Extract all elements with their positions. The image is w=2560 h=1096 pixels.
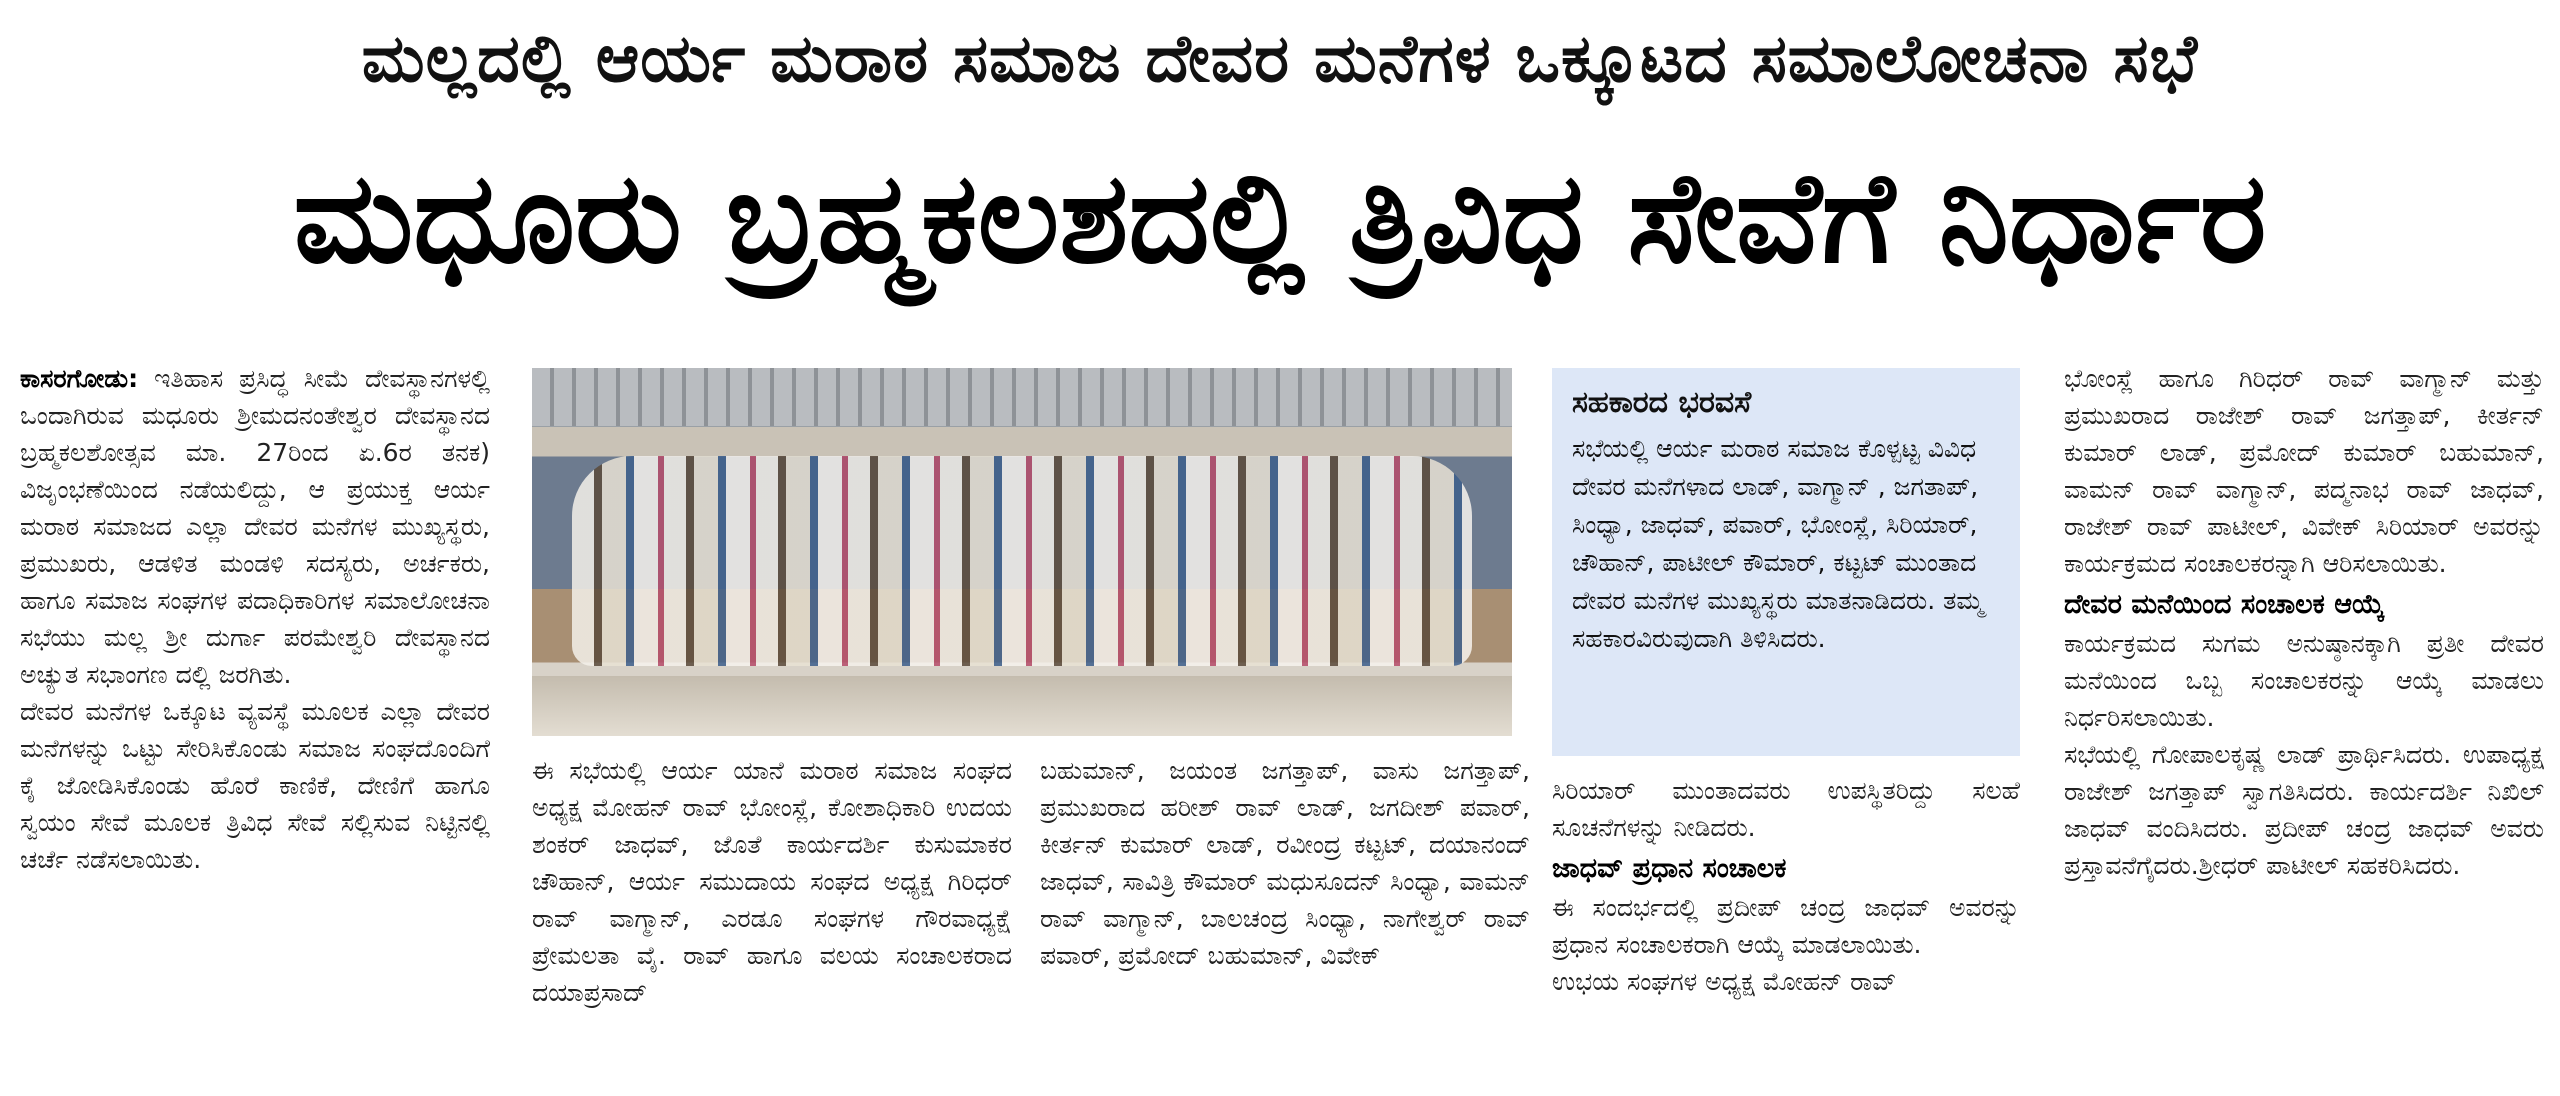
sidebar-box-title: ಸಹಕಾರದ ಭರವಸೆ (1572, 385, 1752, 420)
paragraph: ದೇವರ ಮನೆಗಳ ಒಕ್ಕೂಟ ವ್ಯವಸ್ಥೆ ಮೂಲಕ ಎಲ್ಲಾ ದೇವರ ಮನೆಗಳನ್ನು ಒಟ್ಟು ಸೇರಿಸಿಕೊಂಡು ಸಮಾಜ ಸಂಘದೊಂದಿಗೆ ಕೈ ಜೋಡಿಸಿಕೊಂಡು ಹೊರೆ ಕಾಣಿಕೆ, ದೇಣಿಗೆ ಹಾಗೂ ಸ್ವಯಂ ಸೇವೆ ಮೂಲಕ ತ್ರಿವಿಧ ಸೇವೆ ಸಲ್ಲಿಸುವ ನಿಟ್ಟಿನಲ್ಲಿ ಚರ್ಚೆ ನಡೆಸಲಾಯಿತು. (20, 697, 490, 874)
photo-roof (532, 368, 1512, 426)
sidebar-box (1552, 368, 2020, 756)
paragraph: ಈ ಸಭೆಯಲ್ಲಿ ಆರ್ಯ ಯಾನೆ ಮರಾಠ ಸಮಾಜ ಸಂಘದ ಅಧ್ಯಕ್ಷ ಮೋಹನ್ ರಾವ್ ಭೋಂಸ್ಲೆ, ಕೋಶಾಧಿಕಾರಿ ಉದಯ ಶಂಕರ್ ಜಾಧವ್, ಜೊತೆ ಕಾರ್ಯದರ್ಶಿ ಕುಸುಮಾಕರ ಚೌಹಾನ್, ಆರ್ಯ ಸಮುದಾಯ ಸಂಘದ ಅಧ್ಯಕ್ಷ ಗಿರಿಧರ್ ರಾವ್ ವಾಗ್ಮಾನ್, ಎರಡೂ ಸಂಘಗಳ ಗೌರವಾಧ್ಯಕ್ಷೆ ಪ್ರೇಮಲತಾ ವೈ. ರಾವ್ ಹಾಗೂ ವಲಯ ಸಂಚಾಲಕರಾದ ದಯಾಪ್ರಸಾದ್ (532, 756, 1012, 1007)
paragraph: ಭೋಂಸ್ಲೆ ಹಾಗೂ ಗಿರಿಧರ್ ರಾವ್ ವಾಗ್ಮಾನ್ ಮತ್ತು ಪ್ರಮುಖರಾದ ರಾಜೇಶ್ ರಾವ್ ಜಗತ್ತಾಪ್, ಕೀರ್ತನ್ ಕುಮಾರ್ ಲಾಡ್, ಪ್ರಮೋದ್ ಕುಮಾರ್ ಬಹುಮಾನ್, ವಾಮನ್ ರಾವ್ ವಾಗ್ಮಾನ್, ಪದ್ಮನಾಭ ರಾವ್ ಜಾಧವ್, ರಾಜೇಶ್ ರಾವ್ ಪಾಟೀಲ್, ವಿವೇಕ್ ಸಿರಿಯಾರ್ ಅವರನ್ನು ಕಾರ್ಯಕ್ರಮದ ಸಂಚಾಲಕರನ್ನಾಗಿ ಆರಿಸಲಾಯಿತು. (2064, 364, 2544, 578)
main-headline: ಮಧೂರು ಬ್ರಹ್ಮಕಲಶದಲ್ಲಿ ತ್ರಿವಿಧ ಸೇವೆಗೆ ನಿರ್ಧಾರ (293, 144, 2267, 291)
article-column-1 (20, 360, 490, 1080)
paragraph: ಬಹುಮಾನ್, ಜಯಂತ ಜಗತ್ತಾಪ್, ವಾಸು ಜಗತ್ತಾಪ್, ಪ್ರಮುಖರಾದ ಹರೀಶ್ ರಾವ್ ಲಾಡ್, ಜಗದೀಶ್ ಪವಾರ್, ಕೀರ್ತನ್ ಕುಮಾರ್ ಲಾಡ್, ರವೀಂದ್ರ ಕಟ್ಟಟ್, ದಯಾನಂದ್ ಜಾಧವ್, ಸಾವಿತ್ರಿ ಕೌಮಾರ್ ಮಧುಸೂದನ್ ಸಿಂಧ್ಯಾ, ವಾಮನ್ ರಾವ್ ವಾಗ್ಮಾನ್, ಬಾಲಚಂದ್ರ ಸಿಂಧ್ಯಾ, ನಾಗೇಶ್ವರ್ ರಾವ್ ಪವಾರ್, ಪ್ರಮೋದ್ ಬಹುಮಾನ್, ವಿವೇಕ್ (1040, 756, 1530, 970)
sidebar-box-body: ಸಭೆಯಲ್ಲಿ ಆರ್ಯ ಮರಾಠ ಸಮಾಜ ಕೊಳ್ಪಟ್ಟ ವಿವಿಧ ದೇವರ ಮನೆಗಳಾದ ಲಾಡ್, ವಾಗ್ಮಾನ್ , ಜಗತಾಪ್, ಸಿಂಧ್ಯಾ, ಜಾಧವ್, ಪವಾರ್, ಭೋಂಸ್ಲೆ, ಸಿರಿಯಾರ್, ಚೌಹಾನ್, ಪಾಟೀಲ್ ಕೌಮಾರ್, ಕಟ್ಟಟ್ ಮುಂತಾದ ದೇವರ ಮನೆಗಳ ಮುಖ್ಯಸ್ಥರು ಮಾತನಾಡಿದರು. ತಮ್ಮ ಸಹಕಾರವಿರುವುದಾಗಿ ತಿಳಿಸಿದರು. (1572, 434, 1984, 653)
article-column-5 (2064, 360, 2544, 1080)
paragraph (20, 360, 490, 693)
paragraph-text: ಇತಿಹಾಸ ಪ್ರಸಿದ್ಧ ಸೀಮೆ ದೇವಸ್ಥಾನಗಳಲ್ಲಿ ಒಂದಾಗಿರುವ ಮಧೂರು ಶ್ರೀಮದನಂತೇಶ್ವರ ದೇವಸ್ಥಾನದ ಬ್ರಹ್ಮಕಲಶೋತ್ಸವ ಮಾ. 27ರಿಂದ ಏ.6ರ ತನಕ) ವಿಜೃಂಭಣೆಯಿಂದ ನಡೆಯಲಿದ್ದು, ಆ ಪ್ರಯುಕ್ತ ಆರ್ಯ ಮರಾಠ ಸಮಾಜದ ಎಲ್ಲಾ ದೇವರ ಮನೆಗಳ ಮುಖ್ಯಸ್ಥರು, ಪ್ರಮುಖರು, ಆಡಳಿತ ಮಂಡಳಿ ಸದಸ್ಯರು, ಅರ್ಚಕರು, ಹಾಗೂ ಸಮಾಜ ಸಂಘಗಳ ಪದಾಧಿಕಾರಿಗಳ ಸಮಾಲೋಚನಾ ಸಭೆಯು ಮಲ್ಲ ಶ್ರೀ ದುರ್ಗಾ ಪರಮೇಶ್ವರಿ ದೇವಸ್ಥಾನದ ಅಚ್ಯುತ ಸಭಾಂಗಣ ದಲ್ಲಿ ಜರಗಿತು. (20, 364, 490, 689)
paragraph: ಕಾರ್ಯಕ್ರಮದ ಸುಗಮ ಅನುಷ್ಠಾನಕ್ಕಾಗಿ ಪ್ರತೀ ದೇವರ ಮನೆಯಿಂದ ಒಬ್ಬ ಸಂಚಾಲಕರನ್ನು ಆಯ್ಕೆ ಮಾಡಲು ನಿರ್ಧರಿಸಲಾಯಿತು. (2064, 629, 2544, 732)
article-column-4 (1552, 772, 2020, 1088)
paragraph: ಸಭೆಯಲ್ಲಿ ಗೋಪಾಲಕೃಷ್ಣ ಲಾಡ್ ಪ್ರಾರ್ಥಿಸಿದರು. ಉಪಾಧ್ಯಕ್ಷ ರಾಜೇಶ್ ಜಗತ್ತಾಪ್ ಸ್ವಾಗತಿಸಿದರು. ಕಾರ್ಯದರ್ಶಿ ನಿಖಿಲ್ ಜಾಧವ್ ವಂದಿಸಿದರು. ಪ್ರದೀಪ್ ಚಂದ್ರ ಜಾಧವ್ ಅವರು ಪ್ರಸ್ತಾವನೆಗೈದರು.ಶ್ರೀಧರ್ ಪಾಟೀಲ್ ಸಹಕರಿಸಿದರು. (2064, 740, 2544, 880)
group-photo (532, 368, 1512, 736)
photo-floor (532, 676, 1512, 736)
dateline: ಕಾಸರಗೋಡು: (20, 364, 139, 393)
paragraph: ಉಭಯ ಸಂಘಗಳ ಅಧ್ಯಕ್ಷ ಮೋಹನ್ ರಾವ್ (1552, 967, 1897, 996)
subheading: ಜಾಧವ್ ಪ್ರಧಾನ ಸಂಚಾಲಕ (1552, 853, 1787, 884)
photo-group (572, 456, 1472, 666)
article-column-2 (532, 752, 1012, 1088)
article-column-3 (1040, 752, 1530, 1088)
paragraph: ಈ ಸಂದರ್ಭದಲ್ಲಿ ಪ್ರದೀಪ್ ಚಂದ್ರ ಜಾಧವ್ ಅವರನ್ನು ಪ್ರಧಾನ ಸಂಚಾಲಕರಾಗಿ ಆಯ್ಕೆ ಮಾಡಲಾಯಿತು. (1552, 893, 2020, 959)
kicker-headline: ಮಲ್ಲದಲ್ಲಿ ಆರ್ಯ ಮರಾಠ ಸಮಾಜ ದೇವರ ಮನೆಗಳ ಒಕ್ಕೂಟದ ಸಮಾಲೋಚನಾ ಸಭೆ (361, 20, 2199, 97)
subheading: ದೇವರ ಮನೆಯಿಂದ ಸಂಚಾಲಕ ಆಯ್ಕೆ (2064, 589, 2385, 620)
paragraph: ಸಿರಿಯಾರ್ ಮುಂತಾದವರು ಉಪಸ್ಥಿತರಿದ್ದು ಸಲಹೆ ಸೂಚನೆಗಳನ್ನು ನೀಡಿದರು. (1552, 776, 2020, 842)
